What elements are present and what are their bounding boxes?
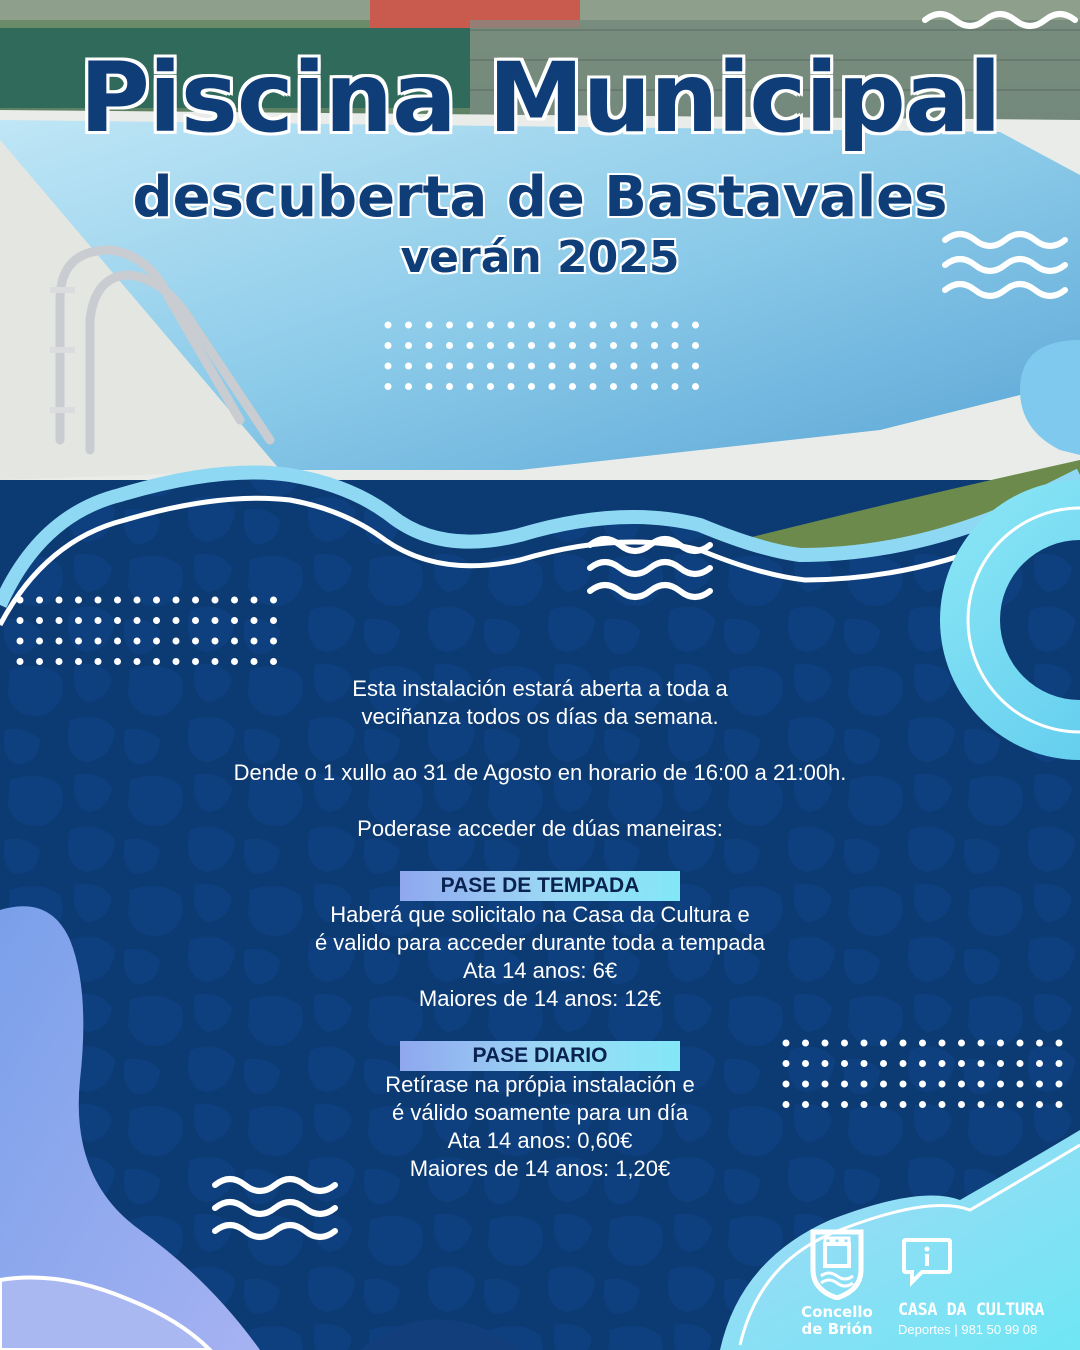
decor-dot	[134, 617, 141, 624]
decor-dot	[95, 658, 102, 665]
decor-dot	[1017, 1060, 1024, 1067]
decor-dot	[672, 383, 679, 390]
pass-season	[140, 871, 940, 1013]
pass-daily-badge: PASE DIARIO	[400, 1041, 680, 1071]
decor-dot	[114, 597, 121, 604]
pass-season-badge: PASE DE TEMPADA	[400, 871, 680, 901]
decor-dot	[17, 658, 24, 665]
decor-dot	[631, 342, 638, 349]
decor-dot	[173, 658, 180, 665]
decor-dot	[590, 363, 597, 370]
decor-dot	[36, 658, 43, 665]
decor-dot	[446, 342, 453, 349]
decor-dot	[36, 617, 43, 624]
decor-dot	[997, 1101, 1004, 1108]
decor-dot	[231, 597, 238, 604]
decor-dot	[95, 638, 102, 645]
decor-dot	[95, 597, 102, 604]
decor-dot	[405, 383, 412, 390]
decor-dot	[1056, 1040, 1063, 1047]
decor-dot	[212, 597, 219, 604]
decor-dot	[1036, 1040, 1043, 1047]
decor-dot	[75, 638, 82, 645]
pass-daily-price-adult: Maiores de 14 anos: 1,20€	[409, 1156, 671, 1181]
decor-dot	[270, 597, 277, 604]
decor-dot	[405, 342, 412, 349]
pass-daily-line-2: é válido soamente para un día	[392, 1100, 688, 1125]
decor-dot	[231, 658, 238, 665]
decor-dot	[405, 363, 412, 370]
concello-name	[792, 1304, 882, 1338]
decor-dot	[978, 1060, 985, 1067]
decor-dot	[212, 658, 219, 665]
decor-dot	[134, 658, 141, 665]
decor-dot	[426, 342, 433, 349]
decor-dot	[385, 363, 392, 370]
intro-text	[140, 675, 940, 731]
intro-line-1: Esta instalación estará aberta a toda a	[352, 676, 728, 701]
pass-daily	[140, 1041, 940, 1183]
decor-dot	[231, 638, 238, 645]
decor-dot	[508, 383, 515, 390]
decor-dot	[467, 342, 474, 349]
decor-dot	[610, 342, 617, 349]
pass-daily-details	[140, 1071, 940, 1183]
decor-dot	[549, 363, 556, 370]
decor-dot	[17, 638, 24, 645]
decor-dot	[56, 658, 63, 665]
decor-dot	[212, 617, 219, 624]
decor-dot	[446, 363, 453, 370]
decor-dot	[610, 363, 617, 370]
decor-dot	[590, 383, 597, 390]
concello-line-1: Concello	[801, 1303, 873, 1321]
decor-dot	[692, 322, 699, 329]
decor-dot	[610, 383, 617, 390]
decor-dot	[692, 383, 699, 390]
decor-dot	[1056, 1081, 1063, 1088]
decor-dot	[651, 322, 658, 329]
decor-dot	[1017, 1101, 1024, 1108]
decor-dot	[672, 322, 679, 329]
decor-dot	[153, 597, 160, 604]
decor-dot	[528, 342, 535, 349]
decor-dot	[958, 1101, 965, 1108]
decor-dot	[569, 342, 576, 349]
casa-cultura-logo	[898, 1236, 1078, 1337]
decor-dot	[467, 363, 474, 370]
decor-dot	[212, 638, 219, 645]
decor-dot	[1017, 1040, 1024, 1047]
decor-dot	[487, 363, 494, 370]
decor-dot	[56, 638, 63, 645]
decor-dot	[569, 322, 576, 329]
decor-dot	[487, 342, 494, 349]
coat-of-arms-icon	[807, 1226, 867, 1300]
pass-season-price-adult: Maiores de 14 anos: 12€	[418, 986, 662, 1011]
decor-dot	[508, 342, 515, 349]
decor-dot	[385, 383, 392, 390]
decor-dot	[56, 597, 63, 604]
decor-dot	[631, 363, 638, 370]
decor-dot	[569, 363, 576, 370]
decor-dot	[569, 383, 576, 390]
page-title: Piscina Municipal	[79, 42, 1001, 154]
decor-dot	[549, 342, 556, 349]
decor-dot	[1056, 1101, 1063, 1108]
decor-dot	[487, 383, 494, 390]
season-label: verán 2025	[400, 232, 680, 283]
decor-dot	[426, 322, 433, 329]
decor-dot	[997, 1060, 1004, 1067]
decor-dot	[467, 383, 474, 390]
decor-dot	[590, 342, 597, 349]
concello-logo	[792, 1226, 882, 1338]
decor-dot	[692, 363, 699, 370]
access-intro-text: Poderase acceder de dúas maneiras:	[357, 816, 723, 841]
decor-dot	[508, 363, 515, 370]
decor-dot	[426, 383, 433, 390]
decor-dot	[75, 617, 82, 624]
decor-dot	[153, 638, 160, 645]
decor-dot	[651, 363, 658, 370]
decor-dot	[36, 638, 43, 645]
decor-dot	[251, 617, 258, 624]
decor-dot	[487, 322, 494, 329]
decor-dot	[672, 342, 679, 349]
pass-season-details	[140, 901, 940, 1013]
info-chat-icon	[900, 1236, 954, 1288]
decor-dot	[1056, 1060, 1063, 1067]
decor-dot	[446, 322, 453, 329]
pass-season-line-1: Haberá que solicitalo na Casa da Cultura e	[330, 902, 750, 927]
decor-dot	[192, 597, 199, 604]
pass-season-price-young: Ata 14 anos: 6€	[462, 958, 618, 983]
decor-dot	[446, 383, 453, 390]
decor-dot	[978, 1081, 985, 1088]
decor-dot	[651, 383, 658, 390]
concello-line-2: de Brión	[801, 1320, 873, 1338]
decor-dot	[385, 342, 392, 349]
pass-season-line-2: é valido para acceder durante toda a tempada	[314, 930, 766, 955]
decor-dot	[251, 597, 258, 604]
decor-dot	[1036, 1060, 1043, 1067]
decor-dot	[153, 658, 160, 665]
decor-dot	[692, 342, 699, 349]
decor-dot	[270, 617, 277, 624]
decor-dot	[114, 617, 121, 624]
decor-dot	[385, 322, 392, 329]
intro-line-2: veciñanza todos os días da semana.	[361, 704, 719, 729]
decor-dot	[997, 1081, 1004, 1088]
decor-dot	[17, 597, 24, 604]
decor-dot	[192, 658, 199, 665]
decor-dot	[549, 383, 556, 390]
decor-dot	[192, 638, 199, 645]
decor-dot	[508, 322, 515, 329]
decor-dot	[590, 322, 597, 329]
decor-dot	[134, 597, 141, 604]
decor-dot	[173, 617, 180, 624]
decor-dot	[978, 1101, 985, 1108]
decor-dot	[631, 383, 638, 390]
decor-dot	[958, 1060, 965, 1067]
decor-dot	[978, 1040, 985, 1047]
decor-dot	[17, 617, 24, 624]
decor-dot	[631, 322, 638, 329]
decor-dot	[528, 363, 535, 370]
decor-dot	[672, 363, 679, 370]
decor-dot	[528, 383, 535, 390]
decor-dot	[651, 342, 658, 349]
title-block	[0, 0, 1080, 300]
decor-dot	[426, 363, 433, 370]
decor-dot	[75, 658, 82, 665]
decor-dot	[36, 597, 43, 604]
decor-dot	[114, 658, 121, 665]
decor-dot	[1036, 1081, 1043, 1088]
decor-dot	[114, 638, 121, 645]
schedule-text: Dende o 1 xullo ao 31 de Agosto en horario de 16:00 a 21:00h.	[233, 760, 847, 785]
decor-dot	[997, 1040, 1004, 1047]
decor-dot	[75, 597, 82, 604]
decor-dot	[251, 658, 258, 665]
decor-dot	[610, 322, 617, 329]
decor-dot	[95, 617, 102, 624]
decor-dot	[467, 322, 474, 329]
pass-daily-price-young: Ata 14 anos: 0,60€	[447, 1128, 633, 1153]
casa-cultura-title: CASA DA CULTURA	[898, 1300, 1045, 1320]
decor-dot	[1017, 1081, 1024, 1088]
decor-dot	[405, 322, 412, 329]
decor-dot	[270, 638, 277, 645]
decor-dot	[958, 1081, 965, 1088]
decor-dot	[153, 617, 160, 624]
decor-dot	[270, 658, 277, 665]
decor-dot	[1036, 1101, 1043, 1108]
decor-dot	[192, 617, 199, 624]
decor-dot	[231, 617, 238, 624]
pass-daily-line-1: Retírase na própia instalación e	[385, 1072, 695, 1097]
decor-dot	[173, 638, 180, 645]
decor-dot	[173, 597, 180, 604]
decor-dot	[528, 322, 535, 329]
info-content	[140, 675, 940, 1211]
page-subtitle: descuberta de Bastavales	[132, 165, 948, 230]
decor-dot	[958, 1040, 965, 1047]
decor-dot	[251, 638, 258, 645]
decor-dot	[549, 322, 556, 329]
decor-dot	[134, 638, 141, 645]
casa-cultura-contact: Deportes | 981 50 99 08	[898, 1322, 1038, 1337]
decor-dot	[56, 617, 63, 624]
